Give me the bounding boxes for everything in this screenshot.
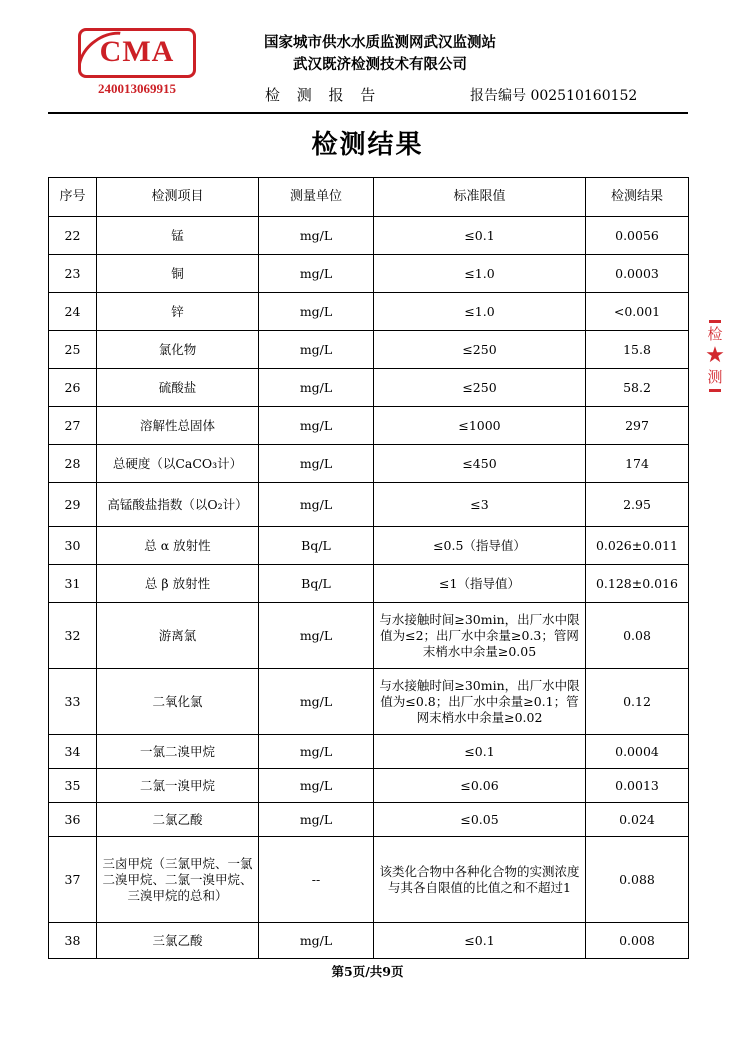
cell-unit: mg/L	[259, 603, 374, 669]
cell-no: 30	[49, 527, 97, 565]
cell-no: 36	[49, 803, 97, 837]
cell-item: 硫酸盐	[97, 369, 259, 407]
cell-unit: Bq/L	[259, 527, 374, 565]
cell-unit: mg/L	[259, 217, 374, 255]
table-header-row	[49, 178, 689, 217]
cell-result: 0.0013	[586, 769, 689, 803]
cell-unit: mg/L	[259, 483, 374, 527]
cell-limit: ≤0.05	[374, 803, 586, 837]
cell-result: 0.024	[586, 803, 689, 837]
cell-no: 35	[49, 769, 97, 803]
cell-item: 游离氯	[97, 603, 259, 669]
cell-result: 0.008	[586, 923, 689, 959]
cell-item: 一氯二溴甲烷	[97, 735, 259, 769]
cell-no: 34	[49, 735, 97, 769]
cell-no: 24	[49, 293, 97, 331]
cell-unit: mg/L	[259, 735, 374, 769]
cell-no: 29	[49, 483, 97, 527]
seal-char-2: 测	[707, 368, 723, 386]
cell-item: 三卤甲烷（三氯甲烷、一氯二溴甲烷、二氯一溴甲烷、三溴甲烷的总和）	[97, 837, 259, 923]
report-number-value: 002510160152	[530, 88, 638, 104]
cell-limit: ≤3	[374, 483, 586, 527]
cell-item: 铜	[97, 255, 259, 293]
cell-item: 氯化物	[97, 331, 259, 369]
seal-char-1: 检	[707, 325, 723, 343]
cell-limit: ≤250	[374, 331, 586, 369]
cell-limit: ≤0.1	[374, 923, 586, 959]
cell-no: 28	[49, 445, 97, 483]
cell-limit: 该类化合物中各种化合物的实测浓度与其各自限值的比值之和不超过1	[374, 837, 586, 923]
cell-result: 2.95	[586, 483, 689, 527]
cell-no: 31	[49, 565, 97, 603]
column-header-result: 检测结果	[586, 178, 689, 217]
report-number-label: 报告编号	[470, 88, 526, 104]
results-table-container	[48, 177, 688, 959]
column-header-limit: 标准限值	[374, 178, 586, 217]
cell-limit: ≤0.06	[374, 769, 586, 803]
cell-result: <0.001	[586, 293, 689, 331]
table-row	[49, 603, 689, 669]
cell-unit: Bq/L	[259, 565, 374, 603]
organization-line-1: 国家城市供水水质监测网武汉监测站	[264, 34, 496, 51]
cell-result: 0.08	[586, 603, 689, 669]
cell-unit: mg/L	[259, 923, 374, 959]
cma-logo-box	[78, 28, 196, 78]
cell-no: 26	[49, 369, 97, 407]
header-divider	[48, 112, 688, 114]
page-footer	[0, 962, 735, 980]
cell-no: 23	[49, 255, 97, 293]
report-type-title: 检 测 报 告	[265, 86, 382, 104]
cell-unit: --	[259, 837, 374, 923]
cell-unit: mg/L	[259, 331, 374, 369]
cell-item: 总 β 放射性	[97, 565, 259, 603]
cell-limit: ≤0.1	[374, 735, 586, 769]
cell-item: 高锰酸盐指数（以O₂计）	[97, 483, 259, 527]
organization-names	[215, 32, 545, 76]
table-row	[49, 331, 689, 369]
cell-result: 0.0056	[586, 217, 689, 255]
cell-limit: ≤1（指导值）	[374, 565, 586, 603]
cell-unit: mg/L	[259, 669, 374, 735]
cell-result: 0.0004	[586, 735, 689, 769]
cell-result: 0.128±0.016	[586, 565, 689, 603]
cell-item: 二氧化氯	[97, 669, 259, 735]
red-seal-stamp	[700, 318, 730, 483]
cell-unit: mg/L	[259, 407, 374, 445]
cell-result: 0.088	[586, 837, 689, 923]
cell-item: 二氯乙酸	[97, 803, 259, 837]
page-title: 检测结果	[311, 130, 424, 160]
column-header-item: 检测项目	[97, 178, 259, 217]
seal-bar-bottom	[709, 389, 721, 392]
table-row	[49, 407, 689, 445]
column-header-unit: 测量单位	[259, 178, 374, 217]
table-row	[49, 669, 689, 735]
cma-certificate-number: 240013069915	[98, 81, 176, 96]
cell-item: 锰	[97, 217, 259, 255]
page-number: 第5页/共9页	[331, 964, 404, 979]
cell-unit: mg/L	[259, 293, 374, 331]
table-row	[49, 769, 689, 803]
cell-item: 锌	[97, 293, 259, 331]
report-header	[0, 0, 735, 104]
cell-item: 总 α 放射性	[97, 527, 259, 565]
cell-item: 三氯乙酸	[97, 923, 259, 959]
cell-unit: mg/L	[259, 255, 374, 293]
table-row	[49, 445, 689, 483]
cell-limit: 与水接触时间≥30min，出厂水中限值为≤0.8；出厂水中余量≥0.1；管网末梢水中余量≥0.02	[374, 669, 586, 735]
cell-no: 33	[49, 669, 97, 735]
report-meta-row	[0, 84, 735, 114]
table-row	[49, 293, 689, 331]
cell-result: 297	[586, 407, 689, 445]
cell-limit: ≤0.5（指导值）	[374, 527, 586, 565]
cell-no: 38	[49, 923, 97, 959]
cell-item: 二氯一溴甲烷	[97, 769, 259, 803]
cell-limit: ≤1.0	[374, 293, 586, 331]
table-row	[49, 527, 689, 565]
report-number	[470, 85, 637, 105]
cell-limit: ≤250	[374, 369, 586, 407]
cell-no: 27	[49, 407, 97, 445]
cell-unit: mg/L	[259, 769, 374, 803]
cell-result: 15.8	[586, 331, 689, 369]
table-row	[49, 483, 689, 527]
cell-result: 174	[586, 445, 689, 483]
table-row	[49, 735, 689, 769]
organization-line-2: 武汉既济检测技术有限公司	[293, 56, 467, 73]
cell-unit: mg/L	[259, 445, 374, 483]
table-row	[49, 923, 689, 959]
cell-result: 0.12	[586, 669, 689, 735]
table-row	[49, 837, 689, 923]
table-row	[49, 369, 689, 407]
table-row	[49, 217, 689, 255]
seal-star-icon: ★	[705, 343, 725, 368]
cell-result: 58.2	[586, 369, 689, 407]
cell-item: 溶解性总固体	[97, 407, 259, 445]
cell-limit: ≤1000	[374, 407, 586, 445]
cell-no: 32	[49, 603, 97, 669]
table-row	[49, 255, 689, 293]
cell-no: 37	[49, 837, 97, 923]
cell-limit: ≤450	[374, 445, 586, 483]
results-table	[48, 177, 689, 959]
column-header-no: 序号	[49, 178, 97, 217]
cell-unit: mg/L	[259, 803, 374, 837]
cell-no: 25	[49, 331, 97, 369]
cell-item: 总硬度（以CaCO₃计）	[97, 445, 259, 483]
table-row	[49, 803, 689, 837]
cell-result: 0.026±0.011	[586, 527, 689, 565]
cell-result: 0.0003	[586, 255, 689, 293]
cma-mark-text: CMA	[99, 35, 175, 68]
cell-limit: ≤1.0	[374, 255, 586, 293]
seal-bar-top	[709, 320, 721, 323]
cell-limit: ≤0.1	[374, 217, 586, 255]
cell-unit: mg/L	[259, 369, 374, 407]
cell-no: 22	[49, 217, 97, 255]
table-row	[49, 565, 689, 603]
cell-limit: 与水接触时间≥30min，出厂水中限值为≤2；出厂水中余量≥0.3；管网末梢水中余量≥0.05	[374, 603, 586, 669]
